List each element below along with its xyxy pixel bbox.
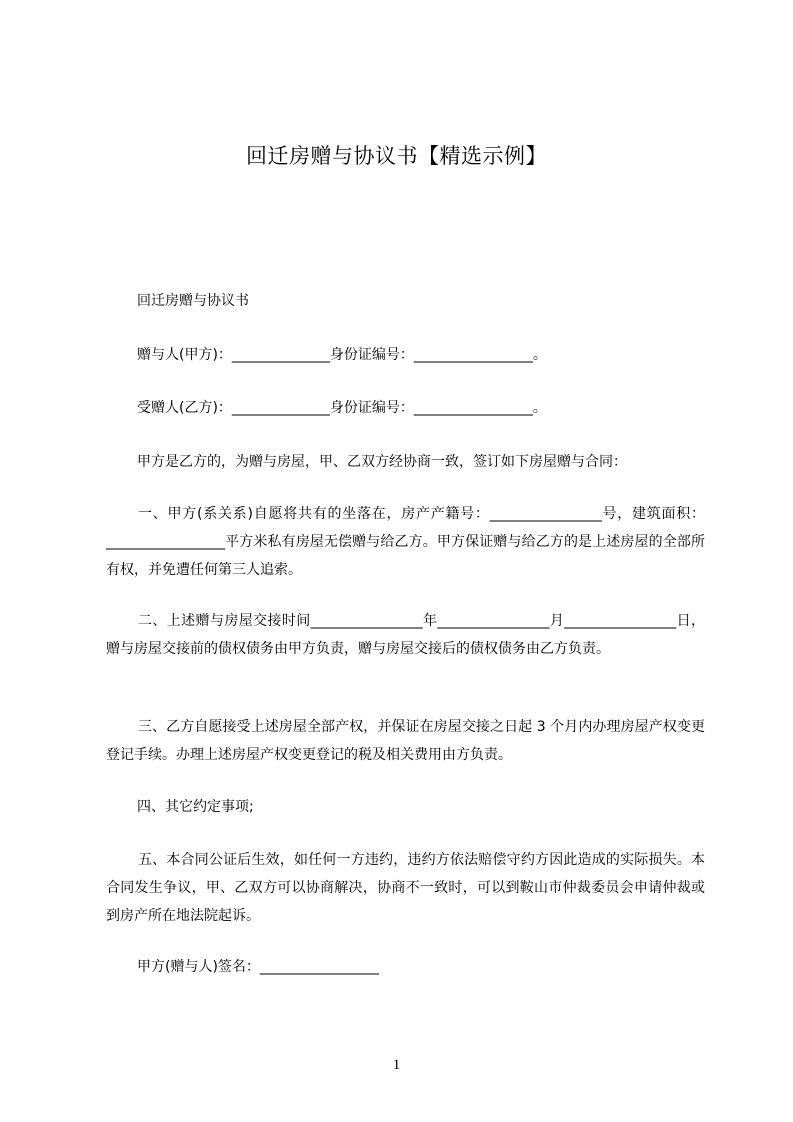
clause-1-paragraph: 一、甲方(系关系)自愿将共有的坐落在，房产产籍号：________________号，建筑面积：_________________平方米私有房屋无偿赠与给乙方。甲方保证赠与给乙方的是上述房屋的全部所有权，并免遭任何第三人追索。 [106,506,705,578]
donee-line: 受赠人(乙方)：______________身份证编号：_________________。 [137,400,547,416]
clause-5-paragraph: 五、本合同公证后生效，如任何一方违约，违约方依法赔偿守约方因此造成的实际损失。本合同发生争议，甲、乙双方可以协商解决，协商不一致时，可以到鞍山市仲裁委员会申请仲裁或到房产所在地法院起诉。 [106,852,705,924]
clause-2-paragraph: 二、上述赠与房屋交接时间________________年________________月________________日，赠与房屋交接前的债权债务由甲方负责，赠与房屋交接后的债权债务由乙方负责。 [106,613,705,657]
clause-3-paragraph: 三、乙方自愿接受上述房屋全部产权，并保证在房屋交接之日起 3 个月内办理房屋产权变更登记手续。办理上述房屋产权变更登记的税及相关费用由方负责。 [106,719,705,763]
donor-line: 赠与人(甲方)：______________身份证编号：_________________。 [137,347,547,363]
preamble-paragraph: 甲方是乙方的，为赠与房屋，甲、乙双方经协商一致，签订如下房屋赠与合同： [137,454,627,470]
clause-4-paragraph: 四、其它约定事项; [137,799,254,815]
document-title: 回迁房赠与协议书【精选示例】 [246,144,547,168]
signature-line: 甲方(赠与人)签名：_________________ [137,959,379,975]
page-number: 1 [392,1057,401,1073]
agreement-subtitle: 回迁房赠与协议书 [137,293,249,309]
